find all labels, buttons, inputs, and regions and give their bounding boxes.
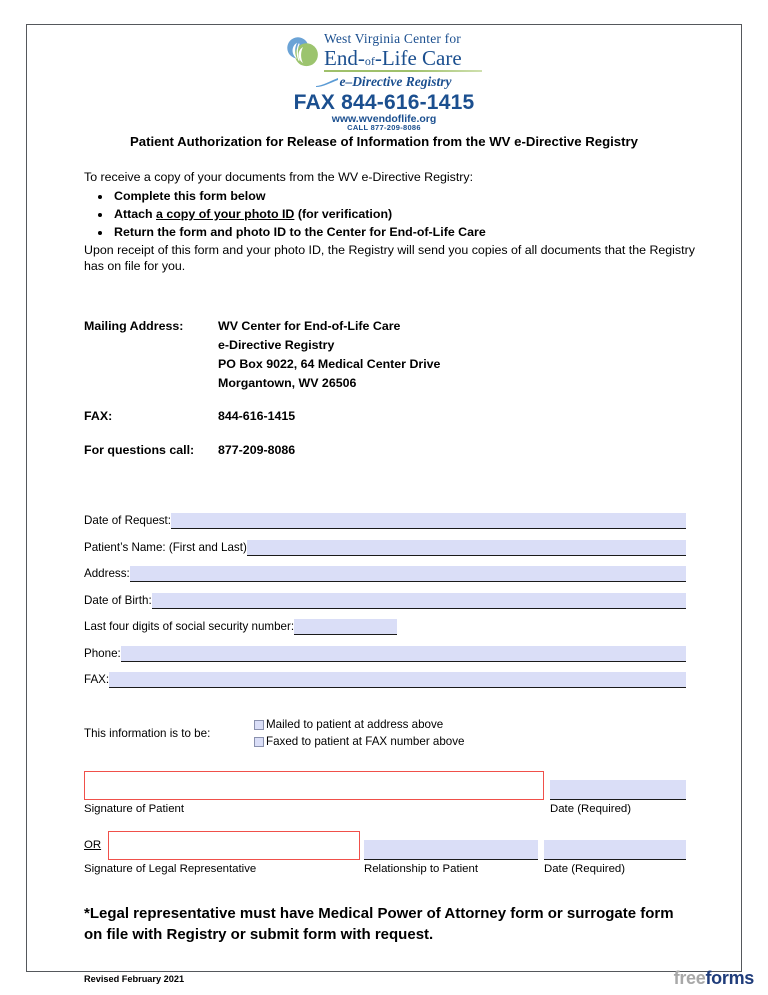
patient-name-input[interactable] [247, 540, 686, 556]
intro-section [84, 169, 696, 274]
spacer [84, 392, 644, 407]
fax-input[interactable] [109, 672, 686, 688]
ssn-last-four-label: Last four digits of social security number: [84, 620, 295, 634]
page-title: Patient Authorization for Release of Information from the WV e-Directive Registry [129, 134, 639, 149]
intro-note: Upon receipt of this form and your photo ID, the Registry will send you copies of all documents that the Registry has on file for you. [84, 243, 695, 274]
fax-field-label: FAX: [84, 673, 110, 687]
delivery-option-mailed[interactable] [254, 716, 465, 733]
checkbox-mailed-icon[interactable] [254, 720, 264, 730]
delivery-option-faxed-label: Faxed to patient at FAX number above [266, 735, 465, 749]
questions-row [84, 441, 644, 460]
mailing-address-label: Mailing Address: [84, 319, 184, 333]
phone-input[interactable] [121, 646, 686, 662]
address-label: Address: [84, 567, 130, 581]
date-of-request-label: Date of Request: [84, 514, 172, 528]
relationship-caption: Relationship to Patient [364, 863, 478, 875]
questions-label: For questions call: [84, 443, 195, 458]
legal-rep-signature-row [84, 831, 686, 860]
date-of-birth-label: Date of Birth: [84, 593, 152, 607]
ssn-last-four-input[interactable] [294, 619, 397, 635]
logo-line-2 [324, 47, 482, 69]
delivery-method-section [84, 716, 644, 750]
legal-rep-signature-caption: Signature of Legal Representative [84, 863, 257, 875]
contact-block [84, 317, 644, 460]
checkbox-faxed-icon[interactable] [254, 737, 264, 747]
field-row-date-of-birth [84, 590, 686, 609]
call-line: CALL 877-209-8086 [347, 123, 421, 133]
registry-tagline [286, 75, 482, 89]
date-of-birth-input[interactable] [152, 593, 686, 609]
delivery-options [254, 716, 465, 750]
patient-signature-captions [84, 803, 686, 815]
mailing-address-value [218, 317, 644, 392]
step-text: Complete this form below [114, 189, 266, 204]
patient-date-caption: Date (Required) [550, 803, 632, 815]
wv-center-logo-icon [286, 36, 320, 70]
list-item [112, 188, 696, 206]
registry-text: –Directive Registry [345, 74, 452, 90]
patient-date-input[interactable] [550, 780, 686, 800]
questions-value: 877-209-8086 [218, 443, 296, 458]
form-fields-section [84, 510, 686, 696]
swoosh-icon [316, 78, 338, 87]
address-line: WV Center for End-of-Life Care [218, 319, 401, 333]
step-text: Return the form and photo ID to the Center for End-of-Life Care [114, 224, 486, 239]
step-text: Attach [114, 206, 156, 221]
letterhead [26, 32, 742, 135]
intro-lead: To receive a copy of your documents from the WV e-Directive Registry: [84, 170, 474, 184]
logo-wordmark [324, 32, 482, 69]
patient-signature-row [84, 771, 686, 800]
signature-section [84, 771, 686, 875]
fax-value: 844-616-1415 [218, 409, 296, 424]
watermark-forms: forms [705, 968, 754, 988]
logo-of: of [364, 54, 375, 69]
watermark-free: free [673, 968, 706, 988]
date-of-request-input[interactable] [171, 513, 686, 529]
phone-label: Phone: [84, 646, 121, 660]
field-row-patient-name [84, 537, 686, 556]
logo-end: End- [324, 46, 365, 71]
legal-rep-signature-input[interactable] [108, 831, 360, 860]
steps-list [84, 188, 696, 241]
field-row-ssn-last-four [84, 616, 686, 635]
patient-name-label: Patient’s Name: (First and Last) [84, 540, 247, 554]
spacer [84, 426, 644, 441]
field-row-phone [84, 643, 686, 662]
legal-rep-signature-captions [84, 863, 686, 875]
fax-label: FAX: [84, 409, 113, 424]
delivery-option-faxed[interactable] [254, 733, 465, 750]
address-input[interactable] [130, 566, 686, 582]
list-item [112, 224, 696, 242]
patient-signature-input[interactable] [84, 771, 544, 800]
delivery-option-mailed-label: Mailed to patient at address above [266, 718, 444, 731]
address-line: Morgantown, WV 26506 [218, 375, 357, 390]
patient-signature-caption: Signature of Patient [84, 803, 185, 815]
fax-headline: FAX 844-616-1415 [293, 90, 475, 114]
address-line: PO Box 9022, 64 Medical Center Drive [218, 356, 441, 371]
logo-life-care: -Life Care [374, 46, 462, 71]
or-label: OR [84, 838, 102, 851]
logo-line-1: West Virginia Center for [324, 31, 461, 46]
website-line: www.wvendoflife.org [331, 112, 437, 125]
spacer [84, 815, 686, 831]
field-row-fax [84, 669, 686, 688]
step-text-post: (for verification) [294, 206, 393, 221]
closing-note: *Legal representative must have Medical Power of Attorney form or surrogate form on file with Registry or submit form with request. [84, 905, 674, 944]
legal-rep-date-caption: Date (Required) [544, 863, 626, 875]
mailing-address-row [84, 317, 644, 392]
registry-e-mark: e [339, 74, 346, 90]
freeforms-watermark [674, 968, 754, 989]
address-line: e-Directive Registry [218, 337, 335, 352]
delivery-method-label: This information is to be: [84, 726, 211, 740]
logo-group [286, 32, 482, 132]
list-item [112, 206, 696, 224]
logo-underline-bar [324, 70, 482, 72]
revised-date: Revised February 2021 [84, 974, 185, 984]
field-row-date-of-request [84, 510, 686, 529]
step-underlined-text: a copy of your photo ID [156, 206, 295, 221]
legal-rep-date-input[interactable] [544, 840, 686, 860]
relationship-input[interactable] [364, 840, 538, 860]
fax-row [84, 407, 644, 426]
field-row-address [84, 563, 686, 582]
